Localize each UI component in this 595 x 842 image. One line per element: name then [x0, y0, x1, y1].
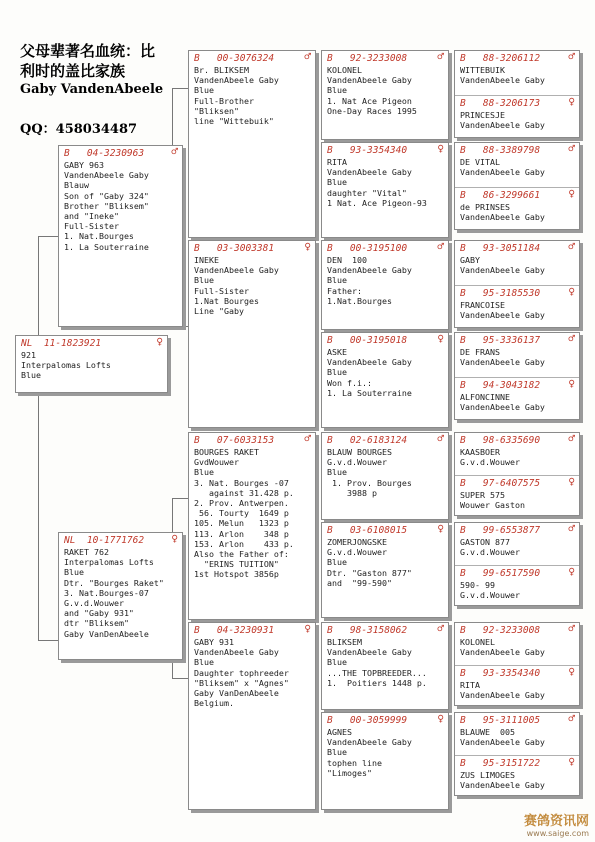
male-symbol-icon: ♂ — [568, 432, 575, 445]
male-symbol-icon: ♂ — [437, 240, 444, 253]
breeder-name: Gaby VandenAbeele — [20, 82, 164, 97]
pigeon-info: DEN 100 VandenAbeele Gaby Blue Father: 1.Nat.Bourges — [327, 255, 412, 306]
pigeon-info: KOLONEL VandenAbeele Gaby Blue 1. Nat Ace Pigeon One-Day Races 1995 — [327, 65, 417, 116]
connector — [172, 88, 188, 89]
ring-number: B 94-3043182 — [460, 380, 541, 391]
pigeon-info: RAKET 762 Interpalomas Lofts Blue Dtr. "Bourges Raket" 3. Nat.Bourges-07 G.v.d.Wouwer and "Gaby 931" dtr "Bliksem" Gaby VanDenAbeele — [64, 547, 164, 639]
male-symbol-icon: ♂ — [568, 240, 575, 253]
pedigree-card-ggp-1 — [321, 50, 449, 140]
connector — [172, 498, 188, 499]
ring-number: B 98-3158062 — [327, 625, 408, 636]
ring-number: B 97-6407575 — [460, 478, 541, 489]
pigeon-info: KOLONEL VandenAbeele Gaby — [460, 637, 545, 658]
ring-number: B 95-3151722 — [460, 758, 541, 769]
pedigree-card-dam — [58, 532, 183, 660]
pigeon-info: BLIKSEM VandenAbeele Gaby Blue ...THE TOPBREEDER... 1. Poitiers 1448 p. — [327, 637, 427, 688]
ring-number: B 88-3389798 — [460, 145, 541, 156]
ring-number: B 93-3354340 — [327, 145, 408, 156]
pigeon-info: 590- 99 G.v.d.Wouwer — [460, 580, 520, 601]
site-watermark — [524, 810, 589, 838]
pigeon-info: GABY 963 VandenAbeele Gaby Blauw Son of "Gaby 324" Brother "Bliksem" and "Ineke" Full-Sister 1. Nat.Bourges 1. La Souterraine — [64, 160, 149, 252]
pedigree-card-ancestor-pair-6 — [454, 522, 580, 606]
connector — [38, 393, 39, 640]
female-symbol-icon: ♀ — [437, 332, 444, 345]
ring-number: B 00-3195018 — [327, 335, 408, 346]
pigeon-info: GASTON 877 G.v.d.Wouwer — [460, 537, 520, 558]
pigeon-info: ASKE VandenAbeele Gaby Blue Won f.i.: 1. La Souterraine — [327, 347, 412, 398]
female-symbol-icon: ♀ — [437, 712, 444, 725]
pedigree-card-ancestor-pair-4 — [454, 332, 580, 420]
ring-number: B 04-3230963 — [64, 148, 145, 159]
female-symbol-icon: ♀ — [568, 377, 575, 390]
pedigree-card-ggp-3 — [321, 240, 449, 330]
pigeon-info: FRANCOISE VandenAbeele Gaby — [460, 300, 545, 321]
ring-number: B 86-3299661 — [460, 190, 541, 201]
pedigree-card-granddam-maternal — [188, 622, 316, 810]
ring-number: B 95-3185530 — [460, 288, 541, 299]
pedigree-card-ancestor-pair-1 — [454, 50, 580, 138]
pedigree-card-grandsire-paternal — [188, 50, 316, 238]
pedigree-card-ancestor-pair-8 — [454, 712, 580, 796]
ring-number: B 99-6517590 — [460, 568, 541, 579]
male-symbol-icon: ♂ — [437, 50, 444, 63]
pigeon-info: 921 Interpalomas Lofts Blue — [21, 350, 111, 381]
pigeon-info: AGNES VandenAbeele Gaby Blue tophen line "Limoges" — [327, 727, 412, 778]
female-symbol-icon: ♀ — [437, 142, 444, 155]
connector — [172, 678, 188, 679]
pigeon-info: ZUS LIMOGES VandenAbeele Gaby — [460, 770, 545, 791]
male-symbol-icon: ♂ — [437, 622, 444, 635]
pigeon-info: BLAUWE 005 VandenAbeele Gaby — [460, 727, 545, 748]
pigeon-info: WITTEBUIK VandenAbeele Gaby — [460, 65, 545, 86]
female-symbol-icon: ♀ — [568, 285, 575, 298]
pigeon-info: PRINCESJE VandenAbeele Gaby — [460, 110, 545, 131]
pedigree-card-grandsire-maternal — [188, 432, 316, 620]
ring-number: B 88-3206112 — [460, 53, 541, 64]
ring-number: B 04-3230931 — [194, 625, 275, 636]
female-symbol-icon: ♀ — [171, 532, 178, 545]
pedigree-card-ancestor-pair-7 — [454, 622, 580, 706]
ring-number: B 00-3195100 — [327, 243, 408, 254]
male-symbol-icon: ♂ — [568, 522, 575, 535]
ring-number: B 88-3206173 — [460, 98, 541, 109]
ring-number: B 99-6553877 — [460, 525, 541, 536]
ring-number: B 92-3233008 — [460, 625, 541, 636]
ring-number: B 92-3233008 — [327, 53, 408, 64]
connector — [38, 640, 58, 641]
watermark-site-name: 赛鸽资讯网 — [523, 814, 589, 829]
female-symbol-icon: ♀ — [568, 187, 575, 200]
pedigree-card-ancestor-pair-5 — [454, 432, 580, 516]
ring-number: B 93-3051184 — [460, 243, 541, 254]
ring-number: NL 10-1771762 — [64, 535, 145, 546]
ring-number: B 00-3059999 — [327, 715, 408, 726]
male-symbol-icon: ♂ — [171, 145, 178, 158]
female-symbol-icon: ♀ — [568, 475, 575, 488]
pigeon-info: DE VITAL VandenAbeele Gaby — [460, 157, 545, 178]
female-symbol-icon: ♀ — [304, 240, 311, 253]
female-symbol-icon: ♀ — [304, 622, 311, 635]
pedigree-card-granddam-paternal — [188, 240, 316, 428]
watermark-url: www.saige.com — [526, 829, 589, 838]
pedigree-card-ggp-5 — [321, 432, 449, 520]
connector — [38, 236, 58, 237]
female-symbol-icon: ♀ — [568, 665, 575, 678]
pigeon-info: Br. BLIKSEM VandenAbeele Gaby Blue Full-Brother "Bliksen" line "Wittebuik" — [194, 65, 279, 127]
ring-number: B 03-3003381 — [194, 243, 275, 254]
pedigree-card-ancestor-pair-2 — [454, 142, 580, 230]
female-symbol-icon: ♀ — [156, 335, 163, 348]
ring-number: B 07-6033153 — [194, 435, 275, 446]
pigeon-info: RITA VandenAbeele Gaby Blue daughter "Vital" 1 Nat. Ace Pigeon-93 — [327, 157, 427, 208]
pedigree-title-line1: 父母辈著名血统：比 — [20, 42, 156, 60]
male-symbol-icon: ♂ — [437, 432, 444, 445]
pigeon-info: INEKE VandenAbeele Gaby Blue Full-Sister 1.Nat Bourges Line "Gaby — [194, 255, 279, 317]
pedigree-card-subject — [15, 335, 168, 393]
pigeon-info: ZOMERJONGSKE G.v.d.Wouwer Blue Dtr. "Gaston 877" and "99-590" — [327, 537, 412, 588]
female-symbol-icon: ♀ — [437, 522, 444, 535]
male-symbol-icon: ♂ — [568, 142, 575, 155]
ring-number: B 98-6335690 — [460, 435, 541, 446]
male-symbol-icon: ♂ — [568, 622, 575, 635]
ring-number: B 00-3076324 — [194, 53, 275, 64]
male-symbol-icon: ♂ — [568, 50, 575, 63]
ring-number: B 95-3111005 — [460, 715, 541, 726]
female-symbol-icon: ♀ — [568, 95, 575, 108]
pigeon-info: GABY 931 VandenAbeele Gaby Blue Daughter tophreeder "Bliksem" x "Agnes" Gaby VanDenAbeele Belgium. — [194, 637, 289, 709]
ring-number: B 93-3354340 — [460, 668, 541, 679]
pedigree-card-ggp-6 — [321, 522, 449, 618]
female-symbol-icon: ♀ — [568, 755, 575, 768]
pigeon-info: DE FRANS VandenAbeele Gaby — [460, 347, 545, 368]
male-symbol-icon: ♂ — [568, 712, 575, 725]
pedigree-card-ggp-4 — [321, 332, 449, 428]
pigeon-info: ALFONCINNE VandenAbeele Gaby — [460, 392, 545, 413]
female-symbol-icon: ♀ — [568, 565, 575, 578]
ring-number: B 95-3336137 — [460, 335, 541, 346]
male-symbol-icon: ♂ — [304, 50, 311, 63]
pigeon-info: GABY VandenAbeele Gaby — [460, 255, 545, 276]
pigeon-info: RITA VandenAbeele Gaby — [460, 680, 545, 701]
pigeon-info: BLAUW BOURGES G.v.d.Wouwer Blue 1. Prov. Bourges 3988 p — [327, 447, 412, 498]
connector — [38, 236, 39, 336]
pigeon-info: BOURGES RAKET GvdWouwer Blue 3. Nat. Bourges -07 against 31.428 p. 2. Prov. Antwerpen. 56. Tourty 1649 p 105. Melun 1323 p 113. Arlon 348 p 153. Arlon 433 p. Also the Father of: "ERINS TUITION" 1st Hotspot 3856p — [194, 447, 294, 580]
ring-number: NL 11-1823921 — [21, 338, 102, 349]
ring-number: B 03-6108015 — [327, 525, 408, 536]
pigeon-info: KAASBOER G.v.d.Wouwer — [460, 447, 520, 468]
male-symbol-icon: ♂ — [568, 332, 575, 345]
pigeon-info: SUPER 575 Wouwer Gaston — [460, 490, 525, 511]
pedigree-card-ggp-2 — [321, 142, 449, 238]
pedigree-card-sire — [58, 145, 183, 327]
qq-contact: QQ：458034487 — [20, 122, 138, 137]
pedigree-card-ancestor-pair-3 — [454, 240, 580, 328]
male-symbol-icon: ♂ — [304, 432, 311, 445]
ring-number: B 02-6183124 — [327, 435, 408, 446]
pedigree-card-ggp-7 — [321, 622, 449, 710]
pedigree-card-ggp-8 — [321, 712, 449, 810]
pigeon-info: de PRINSES VandenAbeele Gaby — [460, 202, 545, 223]
pedigree-title-line2: 利时的盖比家族 — [20, 62, 126, 80]
